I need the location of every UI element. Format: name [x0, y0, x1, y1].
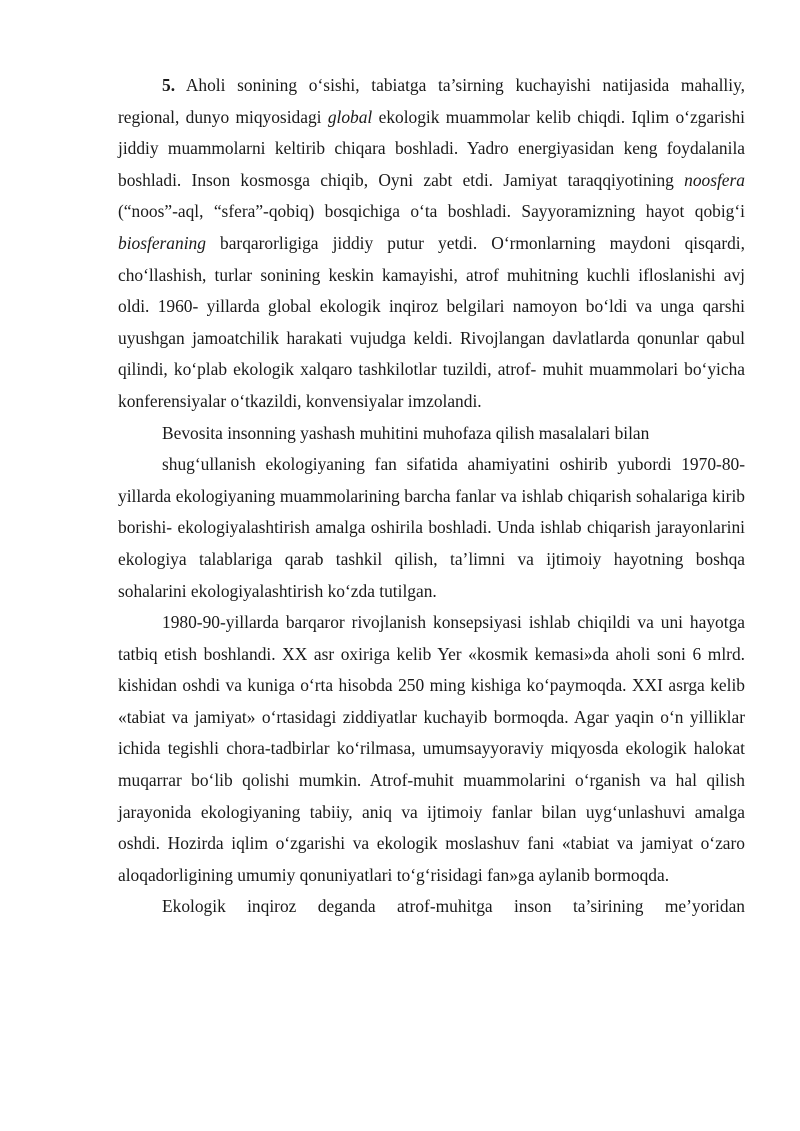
paragraph-bevosita: Bevosita insonning yashash muhitini muhofaza qilish masalalari bilan: [162, 422, 650, 443]
italic-term-global: global: [327, 106, 373, 127]
text-run: ekologik muammolar kelib chiqdi. Iqlim o‘zgarishi jiddiy muammolarni keltirib chiqara boshladi. Yadro energiyasidan keng foydalanila boshladi. Inson kosmosga chiqib, Oyni zabt etdi. Jamiyat taraqqiyotining: [118, 106, 745, 190]
text-run: Aholi sonining o‘sishi, tabiatga ta’sirning kuchayishi natijasida mahalliy, regional, dunyo miqyosidagi: [118, 75, 745, 127]
paragraph-number: 5.: [162, 75, 176, 95]
text-run: barqarorligiga jiddiy putur yetdi. O‘rmonlarning maydoni qisqardi, cho‘llashish, turlar sonining keskin kamayishi, atrof muhitning kuchli ifloslanishi avj oldi. 1960- yillarda global ekologik inqiroz belgilari namoyon bo‘ldi va unga qarshi uyushgan jamoatchilik harakati vujudga keldi. Rivojlangan davlatlarda qonunlar qabul qilindi, ko‘plab ekologik xalqaro tashkilotlar tuzildi, atrof- muhit muammolari bo‘yicha konferensiyalar o‘tkazildi, konvensiyalar imzolandi.: [118, 232, 745, 411]
italic-term-biosferaning: biosferaning: [118, 232, 206, 253]
italic-term-noosfera: noosfera: [684, 169, 745, 190]
paragraph-5: [118, 70, 745, 418]
document-page: [118, 70, 745, 923]
text-run: (“noos”-aql, “sfera”-qobiq) bosqichiga o‘ta boshladi. Sayyoramizning hayot qobig‘i: [118, 201, 745, 222]
paragraph-shugullanish: shug‘ullanish ekologiyaning fan sifatida ahamiyatini oshirib yubordi 1970-80- yillarda ekologiyaning muammolarining barcha fanlar va ishlab chiqarish sohalariga kirib borishi- ekologiyalashtirish amalga oshirila boshladi. Unda ishlab chiqarish jarayonlarini ekologiya talablariga qarab tashkil qilish, ta’limni va ijtimoiy hayotning boshqa sohalarini ekologiyalashtirish ko‘zda tutilgan.: [118, 454, 745, 601]
paragraph-1980-90: 1980-90-yillarda barqaror rivojlanish konsepsiyasi ishlab chiqildi va uni hayotga tatbiq etish boshlandi. XX asr oxiriga kelib Yer «kosmik kemasi»da aholi soni 6 mlrd. kishidan oshdi va kuniga o‘rta hisobda 250 ming kishiga ko‘paymoqda. XXI asrga kelib «tabiat va jamiyat» o‘rtasidagi ziddiyatlar kuchayib bormoqda. Agar yaqin o‘n yilliklar ichida tegishli chora-tadbirlar ko‘rilmasa, umumsayyoraviy miqyosda ekologik halokat muqarrar bo‘lib qolishi mumkin. Atrof-muhit muammolarini o‘rganish va hal qilish jarayonida ekologiyaning tabiiy, aniq va ijtimoiy fanlar bilan uyg‘unlashuvi amalga oshdi. Hozirda iqlim o‘zgarishi va ekologik moslashuv fani «tabiat va jamiyat o‘zaro aloqadorligining umumiy qonuniyatlari to‘g‘risidagi fan»ga aylanib bormoqda.: [118, 612, 745, 885]
paragraph-ekologik-inqiroz: Ekologik inqiroz deganda atrof-muhitga inson ta’sirining me’yoridan: [162, 896, 745, 917]
